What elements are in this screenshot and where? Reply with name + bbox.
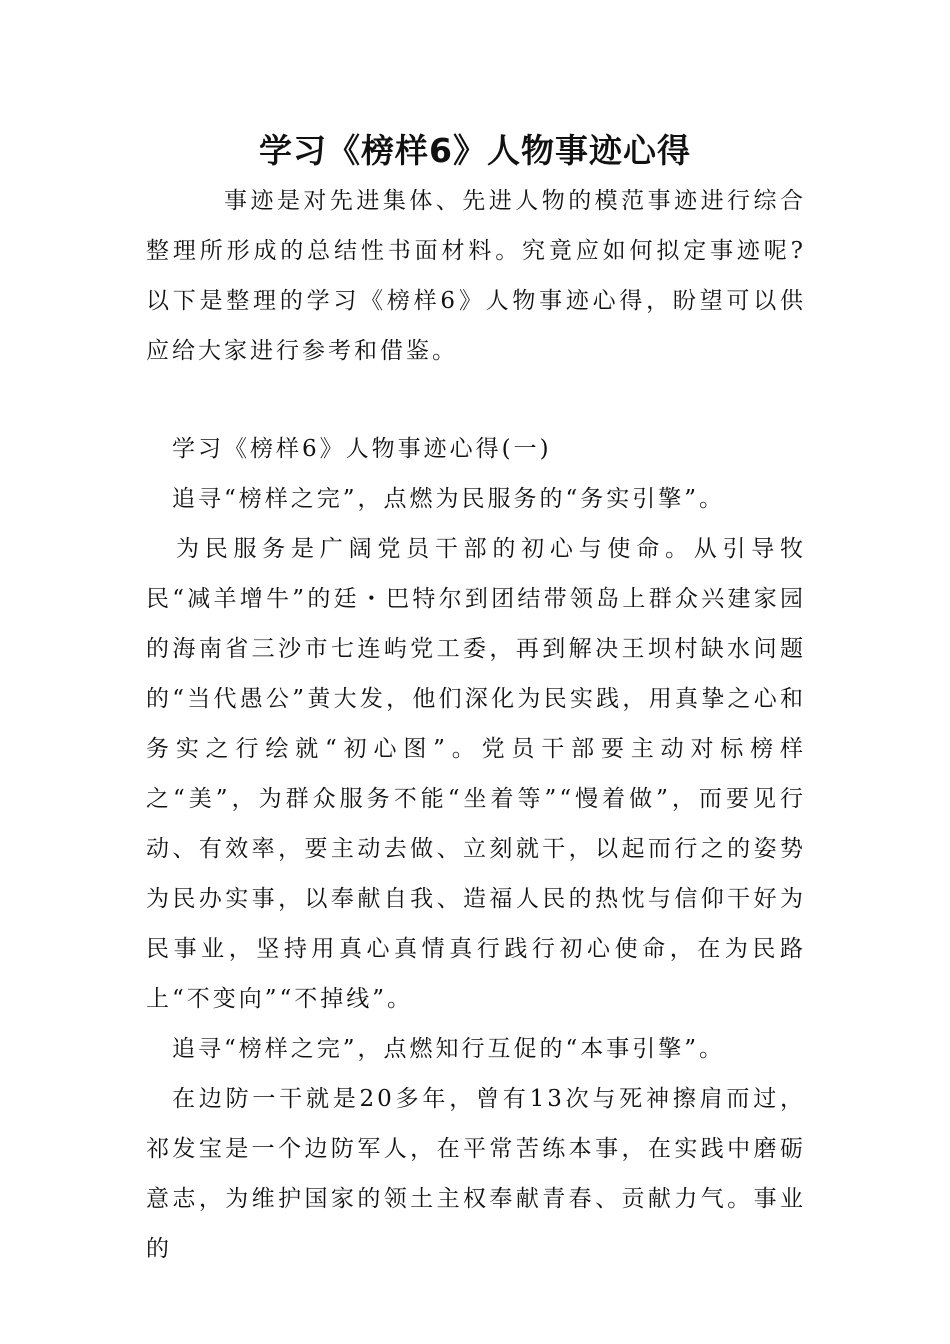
intro-paragraph: 事迹是对先进集体、先进人物的模范事迹进行综合整理所形成的总结性书面材料。究竟应如何拟定事迹呢?以下是整理的学习《榜样6》人物事迹心得，盼望可以供应给大家进行参考和借鉴。: [146, 188, 806, 364]
document-title: 学习《榜样6》人物事迹心得: [259, 131, 691, 170]
subheading-1: 追寻“榜样之完”，点燃为民服务的“务实引擎”。: [172, 486, 726, 512]
body-paragraph-2: 在边防一干就是20多年，曾有13次与死神擦肩而过，祁发宝是一个边防军人，在平常苦练本事，在实践中磨砺意志，为维护国家的领土主权奉献青春、贡献力气。事业的: [146, 1086, 806, 1262]
subheading-2: 追寻“榜样之完”，点燃知行互促的“本事引擎”。: [172, 1036, 726, 1062]
section-heading: 学习《榜样6》人物事迹心得(一): [172, 436, 552, 462]
body-paragraph-1: 为民服务是广阔党员干部的初心与使命。从引导牧民“减羊增牛”的廷・巴特尔到团结带领岛上群众兴建家园的海南省三沙市七连屿党工委，再到解决王坝村缺水问题的“当代愚公”黄大发，他们深化为民实践，用真挚之心和务实之行绘就“初心图”。党员干部要主动对标榜样之“美”，为群众服务不能“坐着等”“慢着做”，而要见行动、有效率，要主动去做、立刻就干，以起而行之的姿势为民办实事，以奉献自我、造福人民的热忱与信仰干好为民事业，坚持用真心真情真行践行初心使命，在为民路上“不变向”“不掉线”。: [146, 536, 806, 1012]
